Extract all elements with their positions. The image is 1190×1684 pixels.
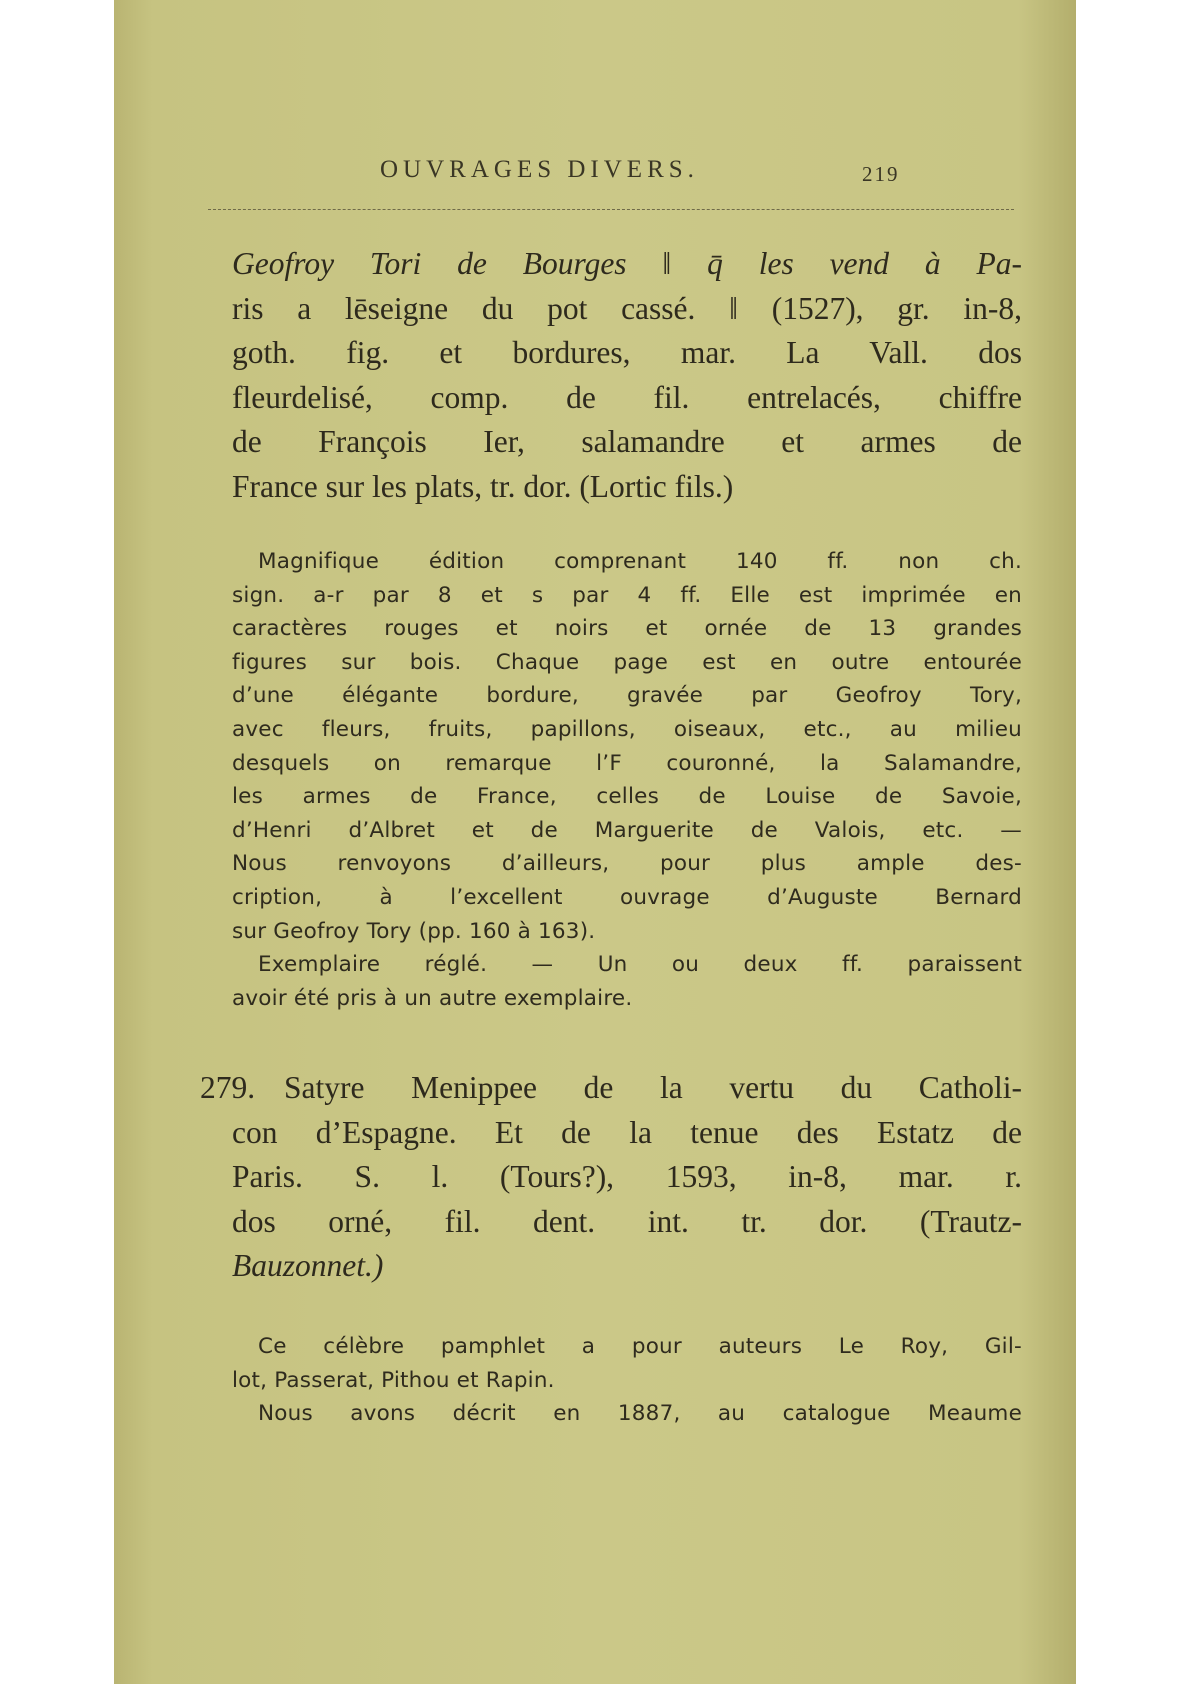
text-line: fleurdelisé, comp. de fil. entrelacés, chiffre (232, 379, 1022, 415)
text-line: Satyre Menippee de la vertu du Catholi- (284, 1070, 1022, 1105)
note-line: d’une élégante bordure, gravée par Geofroy Tory, (232, 683, 1022, 709)
note-line: avoir été pris à un autre exemplaire. (232, 985, 633, 1011)
header-rule (208, 209, 1014, 210)
text-line: Bauzonnet.) (232, 1248, 384, 1283)
note-line: desquels on remarque l’F couronné, la Salamandre, (232, 750, 1022, 776)
entry-278-note (232, 545, 1022, 1015)
entry-279-title-first (284, 1066, 1022, 1111)
note-line: Nous avons décrit en 1887, au catalogue Meaume (258, 1401, 1022, 1427)
page-header (114, 150, 1076, 190)
book-page (114, 0, 1076, 1684)
running-title: OUVRAGES DIVERS. (380, 156, 699, 183)
text-line: dos orné, fil. dent. int. tr. dor. (Trautz- (232, 1203, 1022, 1239)
note-line: lot, Passerat, Pithou et Rapin. (232, 1367, 555, 1393)
entry-number: 279. (200, 1070, 256, 1105)
entry-278-title (232, 242, 1022, 509)
entry-279-title (232, 1111, 1022, 1289)
note-line: sur Geofroy Tory (pp. 160 à 163). (232, 918, 596, 944)
page-number: 219 (862, 162, 900, 186)
text-line: de François Ier, salamandre et armes de (232, 424, 1022, 459)
note-line: d’Henri d’Albret et de Marguerite de Valois, etc. — (232, 817, 1022, 843)
text-line: goth. fig. et bordures, mar. La Vall. dos (232, 335, 1022, 370)
note-line: sign. a-r par 8 et s par 4 ff. Elle est imprimée en (232, 582, 1022, 608)
note-line: Nous renvoyons d’ailleurs, pour plus ample des- (232, 851, 1022, 877)
note-line: Ce célèbre pamphlet a pour auteurs Le Roy, Gil- (258, 1334, 1022, 1359)
note-line: les armes de France, celles de Louise de Savoie, (232, 784, 1022, 810)
note-line: Exemplaire réglé. — Un ou deux ff. paraissent (258, 952, 1022, 978)
entry-279-note (232, 1330, 1022, 1431)
text-line: con d’Espagne. Et de la tenue des Estatz de (232, 1114, 1022, 1150)
text-line: France sur les plats, tr. dor. (Lortic fils.) (232, 468, 734, 504)
text-line: Geofroy Tori de Bourges ‖ q̄ les vend à Pa- (232, 246, 1022, 281)
note-line: cription, à l’excellent ouvrage d’Auguste Bernard (232, 884, 1022, 910)
text-line: Paris. S. l. (Tours?), 1593, in-8, mar. r. (232, 1159, 1022, 1194)
note-line: figures sur bois. Chaque page est en outre entourée (232, 649, 1022, 675)
text-line: ris a lēseigne du pot cassé. ‖ (1527), gr. in-8, (232, 290, 1022, 326)
note-line: avec fleurs, fruits, papillons, oiseaux, etc., au milieu (232, 716, 1022, 742)
note-line: caractères rouges et noirs et ornée de 13 grandes (232, 616, 1022, 642)
note-line: Magnifique édition comprenant 140 ff. non ch. (258, 549, 1022, 574)
